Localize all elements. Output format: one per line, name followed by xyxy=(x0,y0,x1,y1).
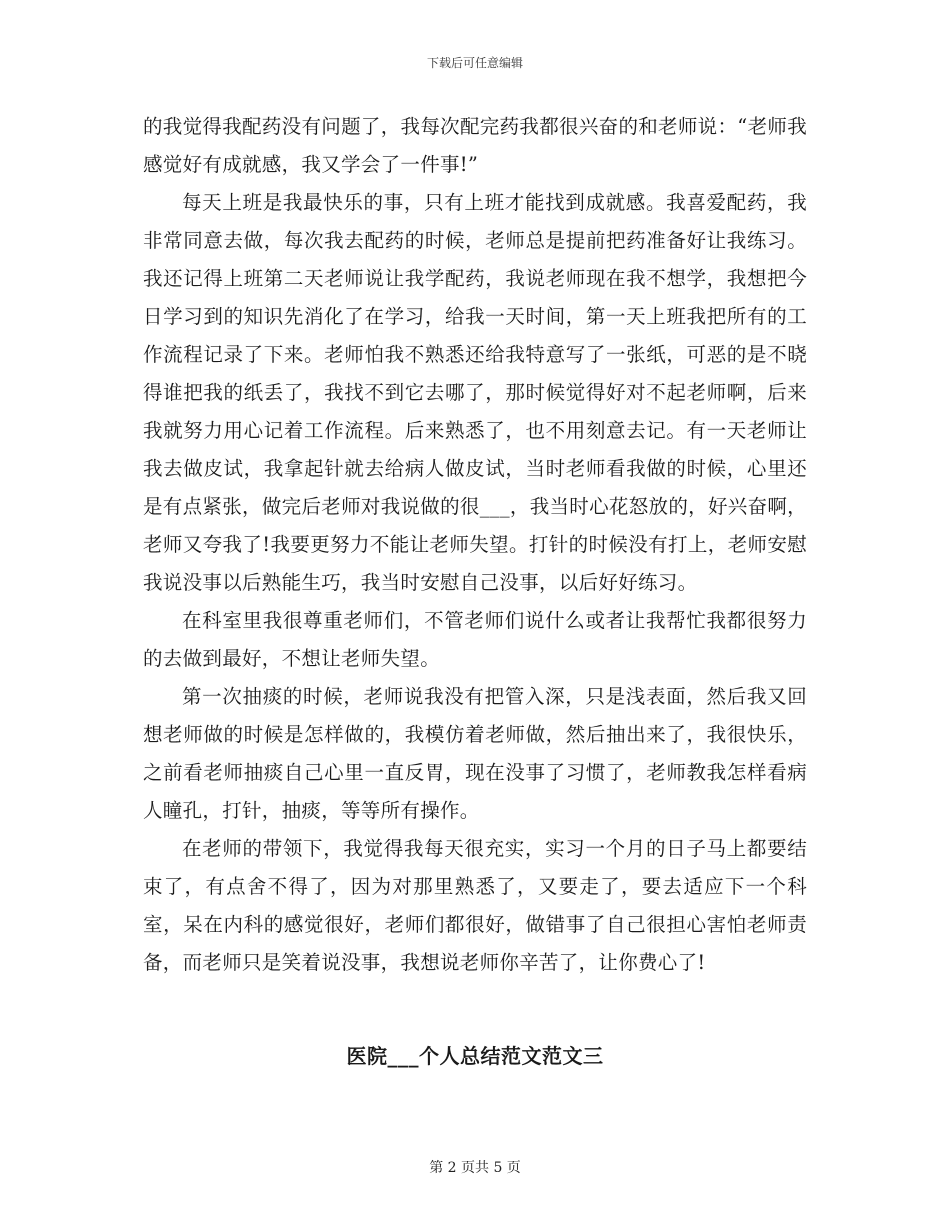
page-header: 下载后可任意编辑 xyxy=(426,56,523,70)
section-title: 医院___个人总结范文范文三 xyxy=(346,1044,604,1068)
document-body xyxy=(143,108,807,982)
paragraph-4: 第一次抽痰的时候，老师说我没有把管入深，只是浅表面，然后我又回想老师做的时候是怎样做的，我模仿着老师做，然后抽出来了，我很快乐，之前看老师抽痰自己心里一直反胃，现在没事了习惯了，老师教我怎样看病人瞳孔，打针，抽痰，等等所有操作。 xyxy=(143,685,807,822)
page-footer: 第 2 页共 5 页 xyxy=(429,1160,521,1176)
paragraph-3: 在科室里我很尊重老师们，不管老师们说什么或者让我帮忙我都很努力的去做到最好，不想让老师失望。 xyxy=(143,609,807,670)
paragraph-1: 的我觉得我配药没有问题了，我每次配完药我都很兴奋的和老师说：“老师我感觉好有成就感，我又学会了一件事!” xyxy=(143,115,807,176)
paragraph-2: 每天上班是我最快乐的事，只有上班才能找到成就感。我喜爱配药，我非常同意去做，每次我去配药的时候，老师总是提前把药准备好让我练习。我还记得上班第二天老师说让我学配药，我说老师现在我不想学，我想把今日学习到的知识先消化了在学习，给我一天时间，第一天上班我把所有的工作流程记录了下来。老师怕我不熟悉还给我特意写了一张纸，可恶的是不晓得谁把我的纸丢了，我找不到它去哪了，那时候觉得好对不起老师啊，后来我就努力用心记着工作流程。后来熟悉了，也不用刻意去记。有一天老师让我去做皮试，我拿起针就去给病人做皮试，当时老师看我做的时候，心里还是有点紧张，做完后老师对我说做的很___，我当时心花怒放的，好兴奋啊，老师又夸我了!我要更努力不能让老师失望。打针的时候没有打上，老师安慰我说没事以后熟能生巧，我当时安慰自己没事，以后好好练习。 xyxy=(143,191,807,594)
paragraph-5: 在老师的带领下，我觉得我每天很充实，实习一个月的日子马上都要结束了，有点舍不得了，因为对那里熟悉了，又要走了，要去适应下一个科室，呆在内科的感觉很好，老师们都很好，做错事了自己很担心害怕老师责备，而老师只是笑着说没事，我想说老师你辛苦了，让你费心了! xyxy=(143,837,807,974)
